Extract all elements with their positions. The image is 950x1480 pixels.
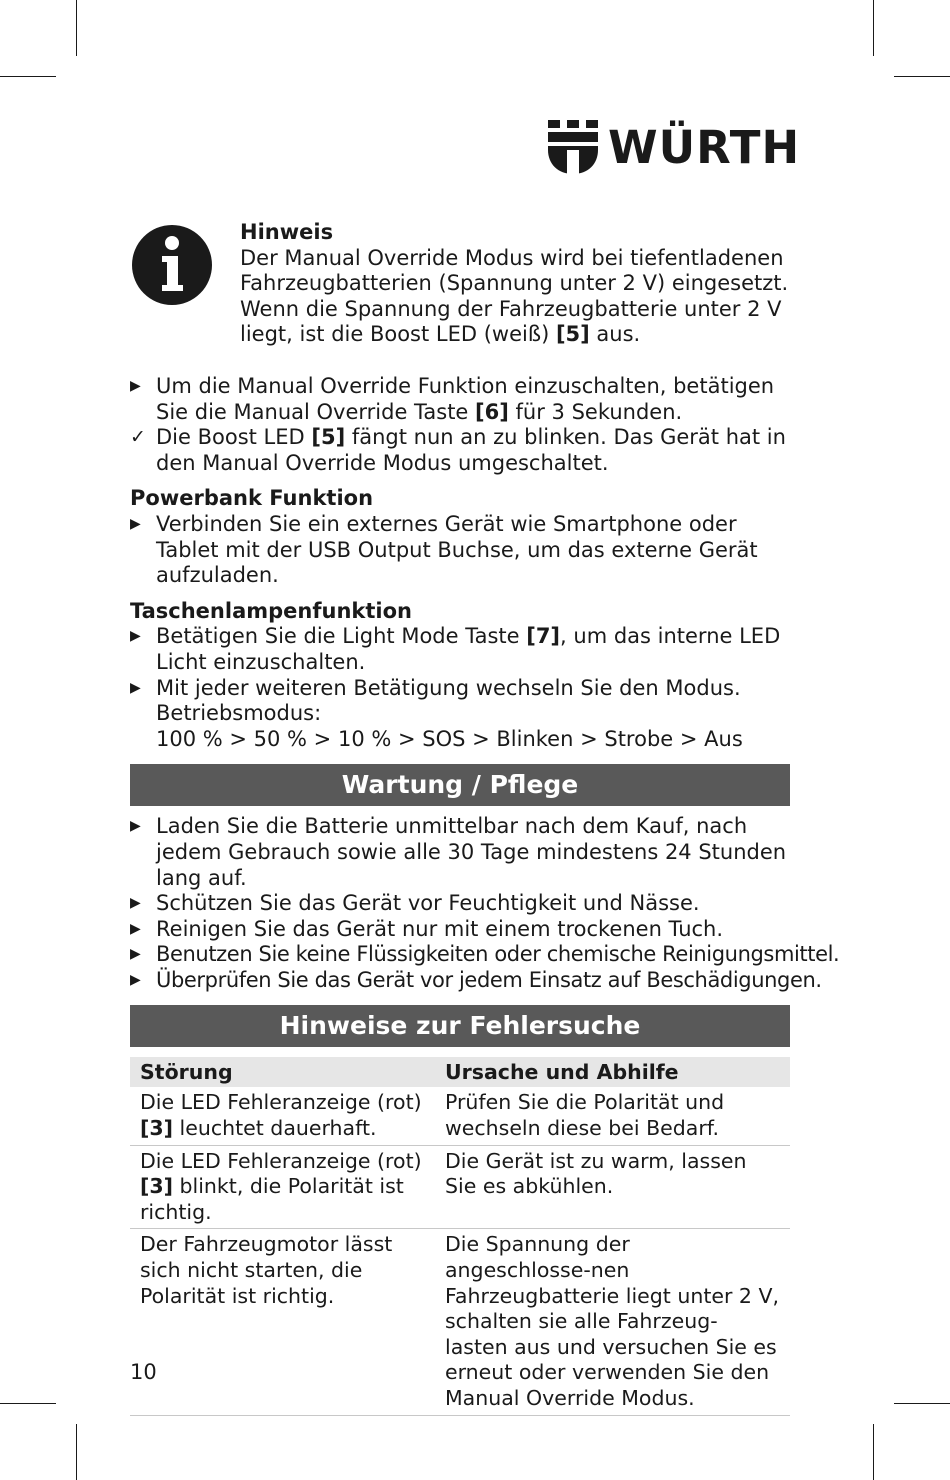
remedy-cell: Prüfen Sie die Polarität und wechseln diese bei Bedarf. bbox=[435, 1087, 790, 1145]
section-title-bar: Wartung / Pflege bbox=[130, 764, 790, 806]
section-heading: Powerbank Funktion bbox=[130, 486, 374, 511]
part-reference: [6] bbox=[475, 399, 509, 424]
arrow-bullet-icon: ▶ bbox=[130, 515, 141, 532]
part-reference: [3] bbox=[140, 1174, 174, 1199]
crop-mark bbox=[76, 0, 77, 56]
flashlight-steps bbox=[130, 624, 790, 752]
powerbank-steps bbox=[130, 512, 790, 589]
step-text: Die Boost LED bbox=[156, 425, 312, 450]
step-text: Betätigen Sie die Light Mode Taste bbox=[156, 624, 527, 649]
crop-mark bbox=[0, 76, 56, 77]
arrow-bullet-icon: ▶ bbox=[130, 679, 141, 696]
arrow-bullet-icon: ▶ bbox=[130, 818, 141, 835]
page-number: 10 bbox=[130, 1360, 157, 1384]
list-item bbox=[130, 891, 790, 917]
brand-logo bbox=[548, 120, 801, 176]
fault-text: leuchtet dauerhaft. bbox=[173, 1116, 377, 1141]
remedy-cell: Die Spannung der angeschlosse-nen Fahrzeugbatterie liegt unter 2 V, schalten sie alle Fahrzeug-lasten aus und versuchen Sie es erneut oder verwenden Sie den Manual Override Modus. bbox=[435, 1229, 790, 1415]
part-reference: [7] bbox=[526, 624, 561, 649]
arrow-bullet-icon: ▶ bbox=[130, 946, 141, 963]
part-reference: [5] bbox=[555, 322, 590, 347]
step-text: für 3 Sekunden. bbox=[508, 399, 683, 424]
column-header: Ursache und Abhilfe bbox=[435, 1057, 790, 1087]
list-item bbox=[130, 967, 822, 994]
step-text: Reinigen Sie das Gerät nur mit einem trockenen Tuch. bbox=[156, 916, 724, 941]
list-item bbox=[130, 425, 790, 476]
table-row bbox=[130, 1087, 790, 1145]
step-text: Schützen Sie das Gerät vor Feuchtigkeit und Nässe. bbox=[156, 891, 700, 916]
note-line: Der Manual Override Modus wird bei tiefentladenen bbox=[240, 245, 784, 270]
section-heading: Taschenlampenfunktion bbox=[130, 598, 412, 623]
section-title-bar: Hinweise zur Fehlersuche bbox=[130, 1005, 790, 1047]
arrow-bullet-icon: ▶ bbox=[130, 378, 141, 394]
table-row bbox=[130, 1229, 790, 1415]
override-steps bbox=[130, 374, 790, 476]
step-text: Mit jeder weiteren Betätigung wechseln Sie den Modus. bbox=[156, 675, 741, 700]
step-text: , um das interne LED Licht einzuschalten. bbox=[156, 624, 781, 674]
step-text: Um die Manual Override Funktion einzuschalten, betätigen Sie die Manual Override Taste bbox=[156, 374, 775, 424]
fault-text: Die LED Fehleranzeige (rot) bbox=[140, 1148, 422, 1173]
crop-mark bbox=[76, 1424, 77, 1480]
arrow-bullet-icon: ▶ bbox=[130, 628, 141, 645]
table-header-row bbox=[130, 1057, 790, 1087]
note-text-part: aus. bbox=[589, 322, 641, 347]
check-icon: ✓ bbox=[130, 426, 146, 449]
fault-cell bbox=[130, 1145, 435, 1229]
crop-mark bbox=[894, 1403, 950, 1404]
troubleshooting-table bbox=[130, 1057, 790, 1415]
fault-text: Der Fahrzeugmotor lässt sich nicht starten, die Polarität ist richtig. bbox=[140, 1232, 393, 1308]
crop-mark bbox=[873, 1424, 874, 1480]
fault-text: Die LED Fehleranzeige (rot) bbox=[140, 1090, 422, 1115]
list-item bbox=[130, 624, 790, 675]
fault-cell bbox=[130, 1229, 435, 1415]
part-reference: [5] bbox=[311, 425, 346, 450]
part-reference: [3] bbox=[140, 1116, 174, 1141]
note-text-part: liegt, ist die Boost LED (weiß) bbox=[240, 322, 556, 347]
fault-text: blinkt, die Polarität ist richtig. bbox=[140, 1174, 404, 1224]
arrow-bullet-icon: ▶ bbox=[130, 895, 141, 912]
step-text: Laden Sie die Batterie unmittelbar nach dem Kauf, nach jedem Gebrauch sowie alle 30 Tage mindestens 24 Stunden lang auf. bbox=[156, 814, 787, 890]
list-item bbox=[130, 942, 840, 968]
step-text: Benutzen Sie keine Flüssigkeiten oder chemische Reinigungsmittel. bbox=[156, 942, 840, 967]
info-note bbox=[130, 220, 790, 370]
crop-mark bbox=[894, 76, 950, 77]
info-icon bbox=[132, 225, 212, 305]
step-text: fängt nun an zu blinken. Das Gerät hat in den Manual Override Modus umgeschaltet. bbox=[156, 425, 786, 475]
fault-cell bbox=[130, 1087, 435, 1145]
table-row bbox=[130, 1145, 790, 1229]
step-text: Verbinden Sie ein externes Gerät wie Smartphone oder Tablet mit der USB Output Buchse, um das externe Gerät aufzuladen. bbox=[156, 511, 758, 588]
step-text: Betriebsmodus: bbox=[156, 701, 322, 726]
mode-sequence: 100 % > 50 % > 10 % > SOS > Blinken > Strobe > Aus bbox=[156, 726, 743, 751]
wurth-logo-icon bbox=[548, 120, 598, 174]
crop-mark bbox=[873, 0, 874, 56]
list-item bbox=[130, 917, 790, 943]
remedy-cell: Die Gerät ist zu warm, lassen Sie es abkühlen. bbox=[435, 1145, 790, 1229]
arrow-bullet-icon: ▶ bbox=[130, 971, 141, 988]
crop-mark bbox=[0, 1403, 56, 1404]
page-content bbox=[130, 220, 840, 1416]
note-line: Fahrzeugbatterien (Spannung unter 2 V) eingesetzt. bbox=[240, 271, 789, 296]
note-title: Hinweis bbox=[240, 220, 334, 244]
column-header: Störung bbox=[130, 1057, 435, 1087]
list-item bbox=[130, 814, 790, 891]
list-item bbox=[130, 374, 790, 425]
list-item bbox=[130, 512, 790, 589]
note-line bbox=[240, 322, 790, 348]
maintenance-list bbox=[130, 814, 840, 993]
note-line: Wenn die Spannung der Fahrzeugbatterie unter 2 V bbox=[240, 296, 782, 321]
step-text: Überprüfen Sie das Gerät vor jedem Einsatz auf Beschädigungen. bbox=[156, 967, 822, 992]
list-item bbox=[130, 676, 790, 753]
arrow-bullet-icon: ▶ bbox=[130, 920, 141, 937]
note-text bbox=[240, 220, 790, 348]
brand-name: WÜRTH bbox=[608, 121, 801, 174]
